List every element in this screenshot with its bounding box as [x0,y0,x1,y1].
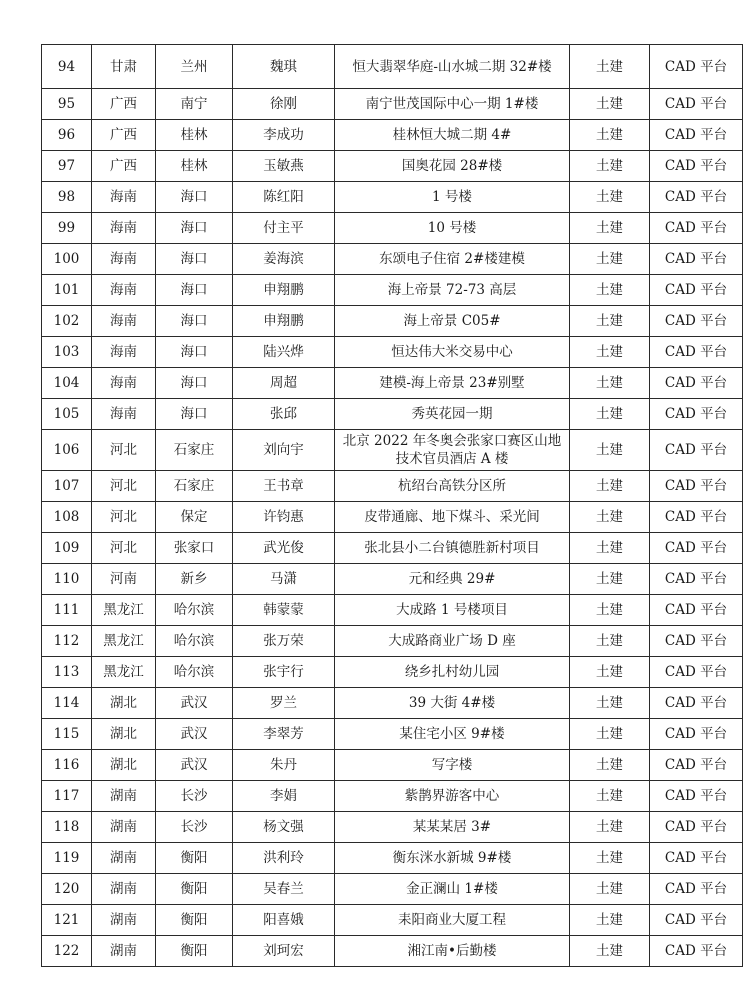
cell-project: 南宁世茂国际中心一期 1#楼 [335,89,570,120]
cell-platform: CAD 平台 [650,368,743,399]
cell-city: 海口 [156,244,233,275]
cell-number: 95 [42,89,92,120]
table-row [42,874,743,905]
cell-discipline: 土建 [570,399,650,430]
cell-name: 玉敏燕 [233,151,335,182]
table-row [42,368,743,399]
table-row [42,812,743,843]
cell-discipline: 土建 [570,595,650,626]
cell-name: 朱丹 [233,750,335,781]
cell-province: 广西 [92,89,156,120]
cell-name: 付主平 [233,213,335,244]
cell-discipline: 土建 [570,368,650,399]
cell-province: 黑龙江 [92,595,156,626]
cell-number: 111 [42,595,92,626]
cell-city: 海口 [156,275,233,306]
cell-number: 120 [42,874,92,905]
cell-discipline: 土建 [570,275,650,306]
cell-discipline: 土建 [570,244,650,275]
cell-platform: CAD 平台 [650,812,743,843]
cell-city: 新乡 [156,564,233,595]
cell-name: 韩蒙蒙 [233,595,335,626]
table-row [42,688,743,719]
cell-discipline: 土建 [570,306,650,337]
cell-platform: CAD 平台 [650,719,743,750]
cell-discipline: 土建 [570,430,650,471]
cell-number: 102 [42,306,92,337]
cell-platform: CAD 平台 [650,399,743,430]
cell-city: 桂林 [156,151,233,182]
cell-discipline: 土建 [570,502,650,533]
cell-city: 海口 [156,337,233,368]
table-row [42,533,743,564]
cell-platform: CAD 平台 [650,471,743,502]
cell-project: 杭绍台高铁分区所 [335,471,570,502]
cell-project: 元和经典 29# [335,564,570,595]
cell-number: 97 [42,151,92,182]
cell-discipline: 土建 [570,843,650,874]
cell-project: 大成路商业广场 D 座 [335,626,570,657]
cell-project: 桂林恒大城二期 4# [335,120,570,151]
cell-number: 96 [42,120,92,151]
cell-platform: CAD 平台 [650,750,743,781]
cell-platform: CAD 平台 [650,244,743,275]
cell-city: 武汉 [156,688,233,719]
table-row [42,89,743,120]
table-body [42,45,743,967]
cell-project: 某住宅小区 9#楼 [335,719,570,750]
table-row [42,905,743,936]
cell-platform: CAD 平台 [650,337,743,368]
cell-project: 耒阳商业大厦工程 [335,905,570,936]
cell-platform: CAD 平台 [650,120,743,151]
cell-province: 湖南 [92,936,156,967]
cell-province: 海南 [92,182,156,213]
cell-province: 湖北 [92,750,156,781]
cell-name: 张邱 [233,399,335,430]
cell-name: 罗兰 [233,688,335,719]
table-row [42,337,743,368]
cell-number: 105 [42,399,92,430]
cell-city: 海口 [156,182,233,213]
cell-city: 哈尔滨 [156,657,233,688]
cell-project: 张北县小二台镇德胜新村项目 [335,533,570,564]
cell-platform: CAD 平台 [650,626,743,657]
cell-province: 广西 [92,151,156,182]
cell-number: 106 [42,430,92,471]
table-row [42,471,743,502]
cell-name: 李娟 [233,781,335,812]
cell-city: 石家庄 [156,471,233,502]
cell-discipline: 土建 [570,874,650,905]
cell-discipline: 土建 [570,151,650,182]
cell-name: 陆兴烨 [233,337,335,368]
cell-name: 陈红阳 [233,182,335,213]
cell-number: 109 [42,533,92,564]
cell-platform: CAD 平台 [650,657,743,688]
cell-project: 恒达伟大米交易中心 [335,337,570,368]
table-row [42,936,743,967]
table-row [42,564,743,595]
cell-name: 张宇行 [233,657,335,688]
cell-name: 张万荣 [233,626,335,657]
cell-city: 石家庄 [156,430,233,471]
cell-project: 衡东洣水新城 9#楼 [335,843,570,874]
table-row [42,750,743,781]
cell-province: 海南 [92,306,156,337]
cell-city: 海口 [156,399,233,430]
table-row [42,182,743,213]
cell-platform: CAD 平台 [650,502,743,533]
cell-name: 马潇 [233,564,335,595]
cell-platform: CAD 平台 [650,843,743,874]
cell-number: 118 [42,812,92,843]
table-row [42,502,743,533]
cell-number: 121 [42,905,92,936]
cell-number: 101 [42,275,92,306]
cell-platform: CAD 平台 [650,595,743,626]
table-row [42,430,743,471]
cell-platform: CAD 平台 [650,89,743,120]
cell-platform: CAD 平台 [650,781,743,812]
cell-project: 写字楼 [335,750,570,781]
cell-province: 黑龙江 [92,657,156,688]
table-row [42,595,743,626]
cell-city: 海口 [156,213,233,244]
cell-discipline: 土建 [570,89,650,120]
cell-name: 阳喜娥 [233,905,335,936]
cell-city: 长沙 [156,781,233,812]
cell-platform: CAD 平台 [650,306,743,337]
cell-name: 李翠芳 [233,719,335,750]
cell-city: 衡阳 [156,874,233,905]
cell-project: 海上帝景 72-73 高层 [335,275,570,306]
cell-name: 李成功 [233,120,335,151]
table-row [42,45,743,89]
cell-platform: CAD 平台 [650,151,743,182]
cell-province: 黑龙江 [92,626,156,657]
cell-discipline: 土建 [570,719,650,750]
cell-discipline: 土建 [570,120,650,151]
cell-discipline: 土建 [570,45,650,89]
cell-city: 衡阳 [156,905,233,936]
cell-discipline: 土建 [570,812,650,843]
table-row [42,120,743,151]
cell-name: 武光俊 [233,533,335,564]
cell-province: 海南 [92,368,156,399]
cell-project: 紫鹊界游客中心 [335,781,570,812]
cell-project: 北京 2022 年冬奥会张家口赛区山地技术官员酒店 A 楼 [335,430,570,471]
cell-name: 洪利玲 [233,843,335,874]
cell-province: 湖北 [92,719,156,750]
cell-province: 河南 [92,564,156,595]
cell-project: 大成路 1 号楼项目 [335,595,570,626]
cell-number: 94 [42,45,92,89]
table-row [42,213,743,244]
cell-project: 10 号楼 [335,213,570,244]
cell-project: 海上帝景 C05# [335,306,570,337]
table-row [42,719,743,750]
cell-platform: CAD 平台 [650,275,743,306]
cell-number: 112 [42,626,92,657]
cell-discipline: 土建 [570,905,650,936]
cell-number: 98 [42,182,92,213]
cell-platform: CAD 平台 [650,45,743,89]
cell-project: 1 号楼 [335,182,570,213]
cell-city: 海口 [156,368,233,399]
cell-project: 皮带通廊、地下煤斗、采光间 [335,502,570,533]
cell-province: 广西 [92,120,156,151]
cell-discipline: 土建 [570,781,650,812]
cell-project: 恒大翡翠华庭-山水城二期 32#楼 [335,45,570,89]
cell-name: 刘向宇 [233,430,335,471]
cell-province: 海南 [92,275,156,306]
cell-city: 桂林 [156,120,233,151]
entries-table [41,44,743,967]
cell-name: 魏琪 [233,45,335,89]
cell-province: 甘肃 [92,45,156,89]
cell-number: 122 [42,936,92,967]
cell-province: 湖南 [92,812,156,843]
cell-number: 114 [42,688,92,719]
cell-name: 杨文强 [233,812,335,843]
cell-number: 116 [42,750,92,781]
cell-number: 100 [42,244,92,275]
cell-platform: CAD 平台 [650,182,743,213]
cell-project: 湘江南•后勤楼 [335,936,570,967]
cell-platform: CAD 平台 [650,905,743,936]
cell-discipline: 土建 [570,533,650,564]
cell-project: 东颂电子住宿 2#楼建模 [335,244,570,275]
cell-name: 申翔鹏 [233,275,335,306]
cell-province: 海南 [92,399,156,430]
table-row [42,657,743,688]
cell-project: 绕乡扎村幼儿园 [335,657,570,688]
cell-province: 海南 [92,337,156,368]
cell-platform: CAD 平台 [650,874,743,905]
cell-project: 建模-海上帝景 23#别墅 [335,368,570,399]
cell-number: 110 [42,564,92,595]
cell-city: 衡阳 [156,843,233,874]
cell-project: 39 大街 4#楼 [335,688,570,719]
cell-city: 张家口 [156,533,233,564]
cell-province: 湖南 [92,874,156,905]
cell-discipline: 土建 [570,337,650,368]
cell-project: 金正澜山 1#楼 [335,874,570,905]
cell-name: 许钧惠 [233,502,335,533]
cell-number: 115 [42,719,92,750]
cell-province: 河北 [92,471,156,502]
table-row [42,781,743,812]
cell-number: 104 [42,368,92,399]
table-row [42,244,743,275]
cell-discipline: 土建 [570,213,650,244]
document-page [41,44,742,967]
cell-city: 武汉 [156,719,233,750]
cell-city: 保定 [156,502,233,533]
table-row [42,843,743,874]
cell-discipline: 土建 [570,471,650,502]
cell-name: 吴春兰 [233,874,335,905]
table-row [42,399,743,430]
table-row [42,151,743,182]
cell-number: 113 [42,657,92,688]
cell-platform: CAD 平台 [650,430,743,471]
cell-discipline: 土建 [570,657,650,688]
table-row [42,626,743,657]
cell-project: 秀英花园一期 [335,399,570,430]
cell-discipline: 土建 [570,626,650,657]
cell-number: 99 [42,213,92,244]
cell-province: 海南 [92,244,156,275]
cell-city: 哈尔滨 [156,595,233,626]
cell-city: 兰州 [156,45,233,89]
cell-project: 某某某居 3# [335,812,570,843]
cell-city: 南宁 [156,89,233,120]
table-row [42,306,743,337]
cell-platform: CAD 平台 [650,213,743,244]
cell-project: 国奥花园 28#楼 [335,151,570,182]
cell-name: 刘珂宏 [233,936,335,967]
cell-city: 衡阳 [156,936,233,967]
cell-province: 河北 [92,430,156,471]
cell-province: 海南 [92,213,156,244]
cell-platform: CAD 平台 [650,688,743,719]
cell-name: 徐刚 [233,89,335,120]
table-row [42,275,743,306]
cell-name: 王书章 [233,471,335,502]
cell-province: 湖南 [92,843,156,874]
cell-discipline: 土建 [570,688,650,719]
cell-city: 武汉 [156,750,233,781]
cell-province: 湖南 [92,905,156,936]
cell-name: 姜海滨 [233,244,335,275]
cell-discipline: 土建 [570,182,650,213]
cell-discipline: 土建 [570,750,650,781]
cell-number: 108 [42,502,92,533]
cell-number: 117 [42,781,92,812]
cell-discipline: 土建 [570,564,650,595]
cell-name: 周超 [233,368,335,399]
cell-platform: CAD 平台 [650,936,743,967]
cell-discipline: 土建 [570,936,650,967]
cell-number: 107 [42,471,92,502]
cell-name: 申翔鹏 [233,306,335,337]
cell-number: 119 [42,843,92,874]
cell-province: 河北 [92,502,156,533]
cell-city: 海口 [156,306,233,337]
cell-platform: CAD 平台 [650,533,743,564]
cell-province: 河北 [92,533,156,564]
cell-platform: CAD 平台 [650,564,743,595]
cell-province: 湖南 [92,781,156,812]
cell-city: 长沙 [156,812,233,843]
cell-number: 103 [42,337,92,368]
cell-city: 哈尔滨 [156,626,233,657]
cell-province: 湖北 [92,688,156,719]
